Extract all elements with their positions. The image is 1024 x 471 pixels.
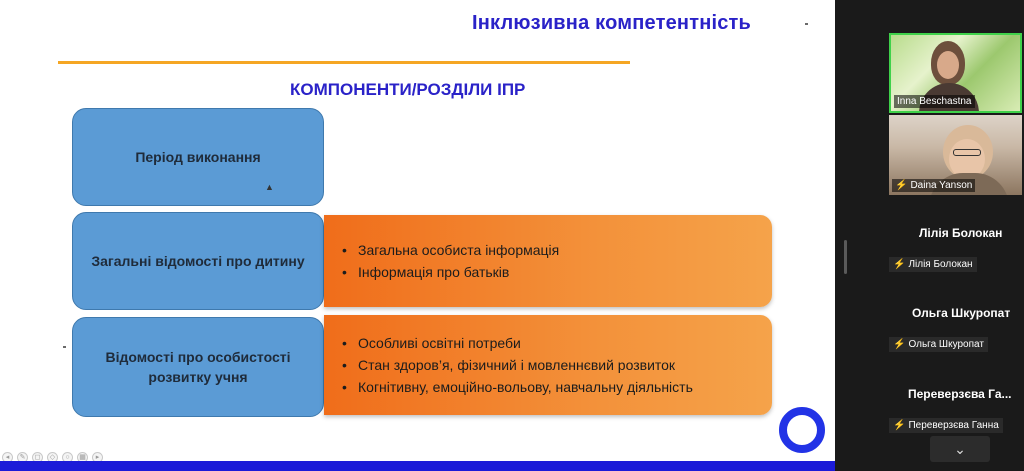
- participant-video-2[interactable]: [889, 115, 1022, 195]
- bullet-item: • Когнітивну, емоційно-вольову, навчальну діяльність: [342, 376, 758, 398]
- highlight-tool-icon[interactable]: ◇: [47, 452, 58, 463]
- stray-mark: [805, 23, 808, 25]
- eraser-tool-icon[interactable]: ◻: [32, 452, 43, 463]
- participant-name-tag: [894, 95, 975, 108]
- participant-face: [937, 51, 959, 79]
- participant-tile-name[interactable]: Лілія Болокан: [919, 226, 1003, 240]
- participant-video-1[interactable]: [889, 33, 1022, 113]
- section-box-general-info: [72, 212, 324, 310]
- details-box-development: [324, 315, 772, 415]
- mouse-cursor-icon: ▲: [265, 182, 274, 192]
- bullet-item: • Загальна особиста інформація: [342, 239, 758, 261]
- zoom-tool-icon[interactable]: ○: [62, 452, 73, 463]
- participant-name-tag: [892, 179, 975, 192]
- participant-name: Ольга Шкуропат: [908, 339, 984, 350]
- participant-tile-tag: [889, 337, 988, 352]
- section-label: Загальні відомості про дитину: [91, 253, 305, 269]
- panel-scrollbar[interactable]: [844, 240, 847, 274]
- section-label: Період виконання: [135, 149, 261, 165]
- stray-mark: [63, 346, 66, 348]
- participant-name: Переверзєва Ганна: [908, 420, 999, 431]
- bullet-item: • Стан здоров’я, фізичний і мовленнєвий розвиток: [342, 354, 758, 376]
- glasses-icon: [953, 149, 981, 156]
- participant-name: Daina Yanson: [910, 180, 973, 191]
- participant-tile-tag: [889, 257, 977, 272]
- slide-subtitle: КОМПОНЕНТИ/РОЗДІЛИ ІПР: [290, 80, 526, 99]
- ring-logo-icon: [779, 407, 825, 453]
- details-box-general-info: [324, 215, 772, 307]
- section-box-period: [72, 108, 324, 206]
- participant-name: Лілія Болокан: [908, 259, 973, 270]
- mic-muted-icon: ⚡: [893, 259, 906, 270]
- section-label: Відомості про особистості розвитку учня: [105, 349, 291, 385]
- grid-tool-icon[interactable]: ▦: [77, 452, 88, 463]
- pen-tool-icon[interactable]: ✎: [17, 452, 28, 463]
- slide-bottom-bar: [0, 461, 835, 471]
- bullet-item: • Інформація про батьків: [342, 261, 758, 283]
- slide-title: Інклюзивна компетентність: [472, 12, 752, 34]
- section-box-development: [72, 317, 324, 417]
- mic-muted-icon: ⚡: [895, 180, 908, 191]
- mic-muted-icon: ⚡: [893, 339, 906, 350]
- mic-muted-icon: ⚡: [893, 420, 906, 431]
- title-divider: [58, 61, 630, 64]
- participant-tile-tag: [889, 418, 1003, 433]
- chevron-down-icon[interactable]: ⌄: [930, 436, 990, 462]
- more-tool-icon[interactable]: ▸: [92, 452, 103, 463]
- bullet-item: • Особливі освітні потреби: [342, 332, 758, 354]
- participant-tile-name[interactable]: Ольга Шкуропат: [912, 306, 1011, 320]
- participant-tile-name[interactable]: Переверзєва Га...: [908, 387, 1012, 401]
- participant-name: Inna Beschastna: [897, 96, 972, 107]
- pointer-tool-icon[interactable]: ◂: [2, 452, 13, 463]
